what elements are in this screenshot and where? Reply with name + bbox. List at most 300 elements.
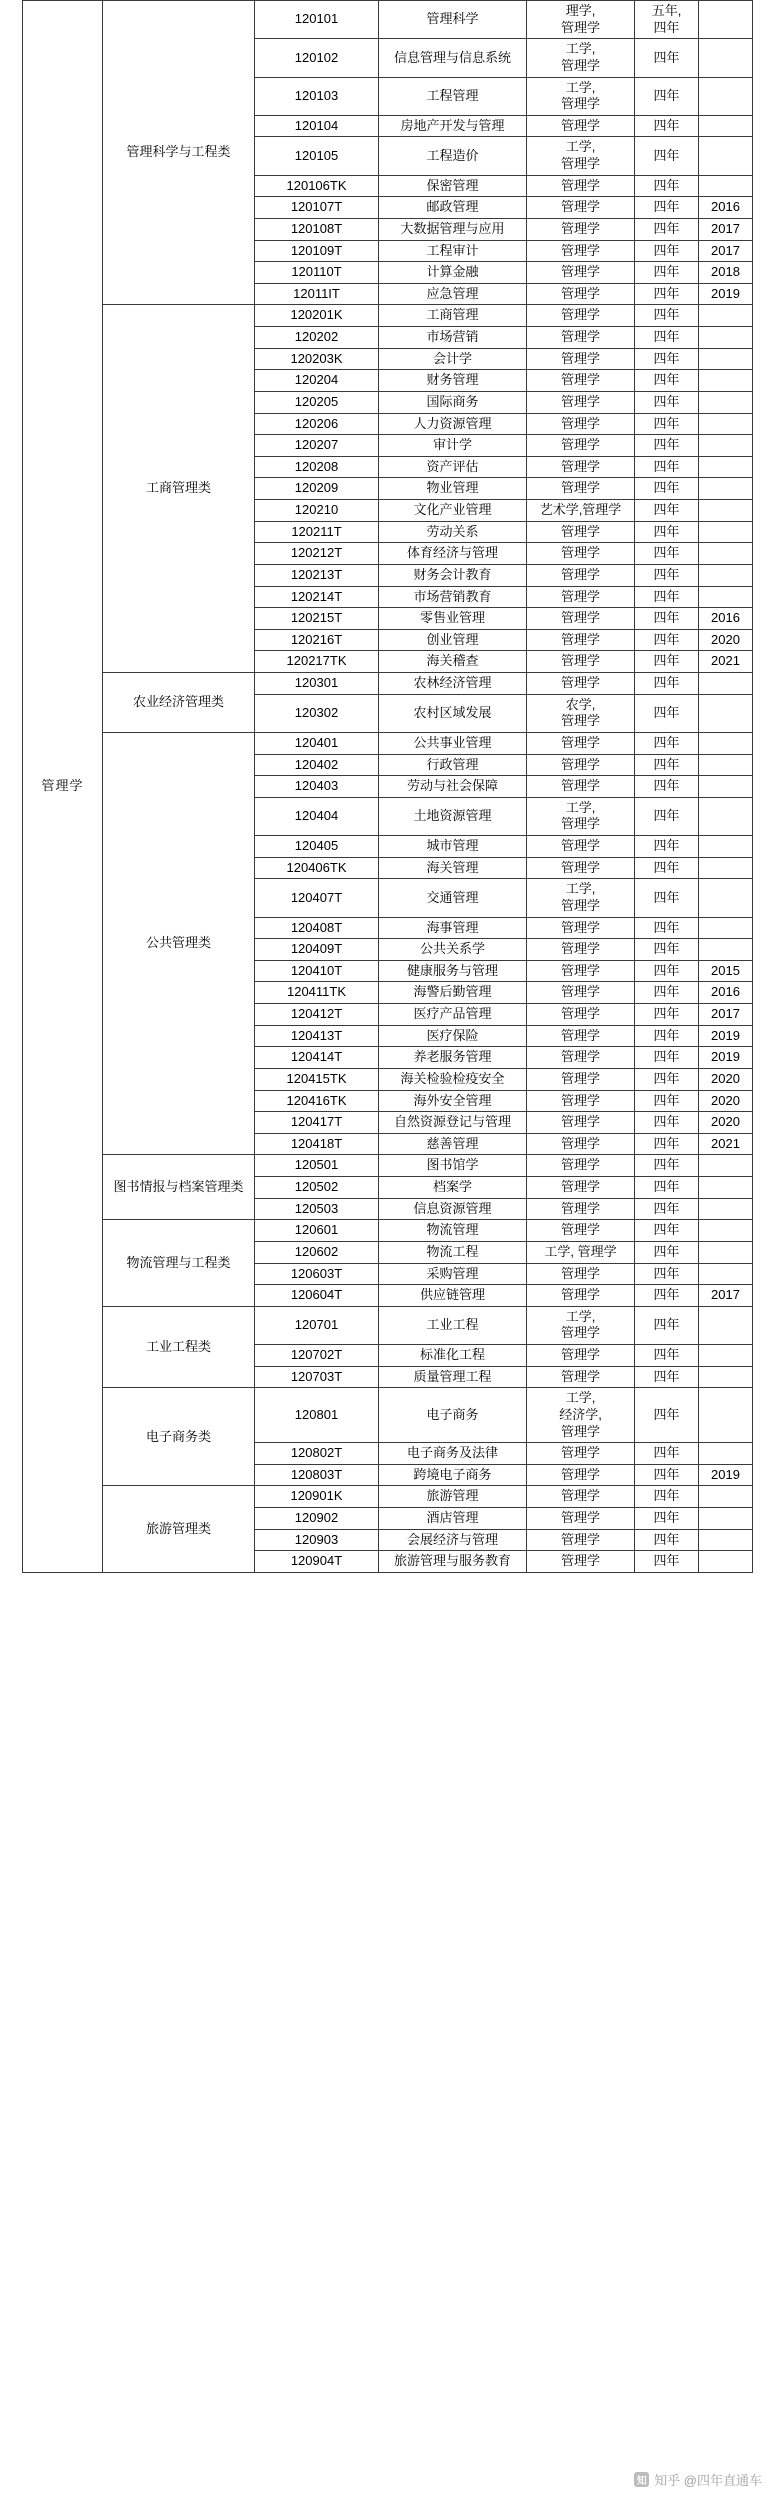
major-name-cell: 交通管理: [379, 879, 527, 917]
major-code-cell: 120202: [255, 327, 379, 349]
added-year-cell: [699, 435, 753, 457]
added-year-cell: 2019: [699, 1047, 753, 1069]
major-code-cell: 120701: [255, 1306, 379, 1344]
major-code-cell: 120213T: [255, 564, 379, 586]
duration-cell: 四年: [635, 1508, 699, 1530]
major-code-cell: 120603T: [255, 1263, 379, 1285]
table-row: [23, 1, 753, 39]
major-code-cell: 120109T: [255, 240, 379, 262]
duration-cell: 四年: [635, 1198, 699, 1220]
degree-cell: 管理学: [527, 651, 635, 673]
degree-cell: 管理学: [527, 1285, 635, 1307]
degree-cell: 管理学: [527, 608, 635, 630]
added-year-cell: [699, 115, 753, 137]
degree-cell: 管理学: [527, 1345, 635, 1367]
added-year-cell: 2017: [699, 218, 753, 240]
duration-cell: 四年: [635, 960, 699, 982]
added-year-cell: [699, 1177, 753, 1199]
duration-cell: 四年: [635, 917, 699, 939]
duration-cell: 四年: [635, 694, 699, 732]
degree-cell: 管理学: [527, 1529, 635, 1551]
added-year-cell: [699, 521, 753, 543]
table-body: [23, 1, 753, 1573]
added-year-cell: [699, 1443, 753, 1465]
added-year-cell: 2015: [699, 960, 753, 982]
major-name-cell: 零售业管理: [379, 608, 527, 630]
degree-cell: 管理学: [527, 435, 635, 457]
watermark: [634, 2470, 762, 2489]
degree-cell: 管理学: [527, 1025, 635, 1047]
duration-cell: 四年: [635, 1133, 699, 1155]
major-code-cell: 120214T: [255, 586, 379, 608]
added-year-cell: [699, 1345, 753, 1367]
degree-cell: 管理学: [527, 262, 635, 284]
duration-cell: 四年: [635, 939, 699, 961]
duration-cell: 四年: [635, 500, 699, 522]
added-year-cell: 2016: [699, 982, 753, 1004]
major-code-cell: 120404: [255, 797, 379, 835]
major-code-cell: 120401: [255, 732, 379, 754]
duration-cell: 四年: [635, 1263, 699, 1285]
major-code-cell: 120416TK: [255, 1090, 379, 1112]
added-year-cell: [699, 754, 753, 776]
added-year-cell: [699, 1306, 753, 1344]
major-name-cell: 海关管理: [379, 857, 527, 879]
added-year-cell: 2020: [699, 1112, 753, 1134]
degree-cell: 理学, 管理学: [527, 1, 635, 39]
major-code-cell: 120204: [255, 370, 379, 392]
table-row: [23, 1388, 753, 1443]
degree-cell: 管理学: [527, 1551, 635, 1573]
major-code-cell: 120904T: [255, 1551, 379, 1573]
major-name-cell: 质量管理工程: [379, 1366, 527, 1388]
duration-cell: 四年: [635, 1366, 699, 1388]
duration-cell: 四年: [635, 1285, 699, 1307]
duration-cell: 四年: [635, 218, 699, 240]
added-year-cell: [699, 1508, 753, 1530]
degree-cell: 工学, 管理学: [527, 879, 635, 917]
major-code-cell: 120415TK: [255, 1068, 379, 1090]
major-name-cell: 计算金融: [379, 262, 527, 284]
major-code-cell: 120411TK: [255, 982, 379, 1004]
degree-cell: 管理学: [527, 391, 635, 413]
added-year-cell: [699, 564, 753, 586]
duration-cell: 四年: [635, 732, 699, 754]
added-year-cell: [699, 917, 753, 939]
added-year-cell: [699, 694, 753, 732]
duration-cell: 四年: [635, 1220, 699, 1242]
degree-cell: 管理学: [527, 327, 635, 349]
added-year-cell: 2020: [699, 1090, 753, 1112]
duration-cell: 四年: [635, 305, 699, 327]
duration-cell: 四年: [635, 240, 699, 262]
major-code-cell: 120412T: [255, 1004, 379, 1026]
added-year-cell: 2017: [699, 1004, 753, 1026]
added-year-cell: [699, 732, 753, 754]
major-name-cell: 劳动与社会保障: [379, 776, 527, 798]
major-code-cell: 120703T: [255, 1366, 379, 1388]
added-year-cell: 2017: [699, 1285, 753, 1307]
duration-cell: 四年: [635, 370, 699, 392]
category-cell: 工业工程类: [103, 1306, 255, 1388]
major-code-cell: 120110T: [255, 262, 379, 284]
major-name-cell: 海事管理: [379, 917, 527, 939]
added-year-cell: 2019: [699, 1464, 753, 1486]
major-name-cell: 养老服务管理: [379, 1047, 527, 1069]
duration-cell: 四年: [635, 608, 699, 630]
duration-cell: 四年: [635, 797, 699, 835]
major-name-cell: 农林经济管理: [379, 673, 527, 695]
major-name-cell: 国际商务: [379, 391, 527, 413]
added-year-cell: [699, 879, 753, 917]
major-name-cell: 电子商务及法律: [379, 1443, 527, 1465]
duration-cell: 四年: [635, 435, 699, 457]
major-name-cell: 医疗保险: [379, 1025, 527, 1047]
major-code-cell: 120802T: [255, 1443, 379, 1465]
added-year-cell: [699, 305, 753, 327]
table-row: [23, 1155, 753, 1177]
major-name-cell: 财务管理: [379, 370, 527, 392]
major-code-cell: 120502: [255, 1177, 379, 1199]
major-code-cell: 120417T: [255, 1112, 379, 1134]
duration-cell: 四年: [635, 1112, 699, 1134]
added-year-cell: [699, 1263, 753, 1285]
major-code-cell: 120902: [255, 1508, 379, 1530]
duration-cell: 四年: [635, 137, 699, 175]
major-name-cell: 应急管理: [379, 283, 527, 305]
duration-cell: 四年: [635, 348, 699, 370]
duration-cell: 四年: [635, 521, 699, 543]
degree-cell: 管理学: [527, 1443, 635, 1465]
major-code-cell: 12011IT: [255, 283, 379, 305]
major-name-cell: 创业管理: [379, 629, 527, 651]
degree-cell: 管理学: [527, 1220, 635, 1242]
table-row: [23, 1220, 753, 1242]
duration-cell: 四年: [635, 564, 699, 586]
duration-cell: 四年: [635, 543, 699, 565]
major-code-cell: 120801: [255, 1388, 379, 1443]
duration-cell: 四年: [635, 1241, 699, 1263]
major-code-cell: 120206: [255, 413, 379, 435]
major-code-cell: 120409T: [255, 939, 379, 961]
added-year-cell: 2016: [699, 197, 753, 219]
duration-cell: 四年: [635, 283, 699, 305]
added-year-cell: [699, 327, 753, 349]
major-code-cell: 120903: [255, 1529, 379, 1551]
degree-cell: 管理学: [527, 521, 635, 543]
duration-cell: 四年: [635, 754, 699, 776]
major-code-cell: 120207: [255, 435, 379, 457]
degree-cell: 管理学: [527, 478, 635, 500]
major-code-cell: 120201K: [255, 305, 379, 327]
duration-cell: 四年: [635, 629, 699, 651]
added-year-cell: 2016: [699, 608, 753, 630]
duration-cell: 四年: [635, 456, 699, 478]
major-code-cell: 120403: [255, 776, 379, 798]
degree-cell: 管理学: [527, 543, 635, 565]
major-name-cell: 信息管理与信息系统: [379, 39, 527, 77]
duration-cell: 四年: [635, 1025, 699, 1047]
major-catalog-table: [22, 0, 753, 1573]
category-cell: 物流管理与工程类: [103, 1220, 255, 1307]
major-name-cell: 慈善管理: [379, 1133, 527, 1155]
major-code-cell: 120413T: [255, 1025, 379, 1047]
major-name-cell: 医疗产品管理: [379, 1004, 527, 1026]
degree-cell: 管理学: [527, 1263, 635, 1285]
major-code-cell: 120105: [255, 137, 379, 175]
duration-cell: 四年: [635, 673, 699, 695]
degree-cell: 管理学: [527, 1508, 635, 1530]
duration-cell: 四年: [635, 39, 699, 77]
degree-cell: 管理学: [527, 197, 635, 219]
major-name-cell: 土地资源管理: [379, 797, 527, 835]
major-code-cell: 120601: [255, 1220, 379, 1242]
duration-cell: 四年: [635, 1155, 699, 1177]
major-name-cell: 公共关系学: [379, 939, 527, 961]
added-year-cell: 2021: [699, 651, 753, 673]
major-name-cell: 物业管理: [379, 478, 527, 500]
degree-cell: 管理学: [527, 348, 635, 370]
category-cell: 公共管理类: [103, 732, 255, 1155]
degree-cell: 管理学: [527, 982, 635, 1004]
major-name-cell: 自然资源登记与管理: [379, 1112, 527, 1134]
degree-cell: 管理学: [527, 754, 635, 776]
major-name-cell: 档案学: [379, 1177, 527, 1199]
added-year-cell: 2019: [699, 1025, 753, 1047]
degree-cell: 管理学: [527, 1486, 635, 1508]
major-name-cell: 会展经济与管理: [379, 1529, 527, 1551]
major-code-cell: 120106TK: [255, 175, 379, 197]
duration-cell: 四年: [635, 586, 699, 608]
added-year-cell: 2018: [699, 262, 753, 284]
major-name-cell: 海外安全管理: [379, 1090, 527, 1112]
degree-cell: 管理学: [527, 776, 635, 798]
degree-cell: 管理学: [527, 1155, 635, 1177]
major-name-cell: 工程造价: [379, 137, 527, 175]
added-year-cell: [699, 1486, 753, 1508]
duration-cell: 四年: [635, 77, 699, 115]
major-name-cell: 旅游管理: [379, 1486, 527, 1508]
added-year-cell: [699, 175, 753, 197]
degree-cell: 工学, 管理学: [527, 77, 635, 115]
duration-cell: 四年: [635, 1306, 699, 1344]
category-cell: 电子商务类: [103, 1388, 255, 1486]
table-row: [23, 1306, 753, 1344]
major-name-cell: 跨境电子商务: [379, 1464, 527, 1486]
added-year-cell: [699, 413, 753, 435]
degree-cell: 工学, 管理学: [527, 1241, 635, 1263]
degree-cell: 管理学: [527, 857, 635, 879]
added-year-cell: [699, 370, 753, 392]
discipline-cell: 管理学: [23, 1, 103, 1573]
major-name-cell: 劳动关系: [379, 521, 527, 543]
added-year-cell: [699, 1241, 753, 1263]
degree-cell: 管理学: [527, 456, 635, 478]
major-name-cell: 旅游管理与服务教育: [379, 1551, 527, 1573]
duration-cell: 四年: [635, 413, 699, 435]
major-name-cell: 海警后勤管理: [379, 982, 527, 1004]
degree-cell: 管理学: [527, 413, 635, 435]
duration-cell: 四年: [635, 1529, 699, 1551]
major-name-cell: 物流工程: [379, 1241, 527, 1263]
major-name-cell: 标准化工程: [379, 1345, 527, 1367]
degree-cell: 管理学: [527, 283, 635, 305]
degree-cell: 管理学: [527, 1177, 635, 1199]
added-year-cell: [699, 1155, 753, 1177]
table-row: [23, 1486, 753, 1508]
degree-cell: 工学, 经济学, 管理学: [527, 1388, 635, 1443]
major-code-cell: 120405: [255, 836, 379, 858]
major-name-cell: 工程审计: [379, 240, 527, 262]
duration-cell: 四年: [635, 1177, 699, 1199]
duration-cell: 四年: [635, 327, 699, 349]
major-code-cell: 120211T: [255, 521, 379, 543]
major-name-cell: 市场营销教育: [379, 586, 527, 608]
degree-cell: 管理学: [527, 1366, 635, 1388]
major-code-cell: 120210: [255, 500, 379, 522]
major-name-cell: 农村区域发展: [379, 694, 527, 732]
degree-cell: 管理学: [527, 305, 635, 327]
major-code-cell: 120414T: [255, 1047, 379, 1069]
degree-cell: 工学, 管理学: [527, 39, 635, 77]
degree-cell: 工学, 管理学: [527, 137, 635, 175]
major-code-cell: 120208: [255, 456, 379, 478]
added-year-cell: [699, 1366, 753, 1388]
major-code-cell: 120215T: [255, 608, 379, 630]
major-name-cell: 行政管理: [379, 754, 527, 776]
major-name-cell: 大数据管理与应用: [379, 218, 527, 240]
major-name-cell: 信息资源管理: [379, 1198, 527, 1220]
category-cell: 图书情报与档案管理类: [103, 1155, 255, 1220]
duration-cell: 四年: [635, 262, 699, 284]
major-code-cell: 120104: [255, 115, 379, 137]
major-name-cell: 健康服务与管理: [379, 960, 527, 982]
major-code-cell: 120803T: [255, 1464, 379, 1486]
major-name-cell: 电子商务: [379, 1388, 527, 1443]
major-code-cell: 120501: [255, 1155, 379, 1177]
duration-cell: 四年: [635, 1486, 699, 1508]
major-code-cell: 120212T: [255, 543, 379, 565]
added-year-cell: 2017: [699, 240, 753, 262]
degree-cell: 工学, 管理学: [527, 1306, 635, 1344]
degree-cell: 管理学: [527, 218, 635, 240]
degree-cell: 艺术学,管理学: [527, 500, 635, 522]
major-name-cell: 图书馆学: [379, 1155, 527, 1177]
degree-cell: 管理学: [527, 240, 635, 262]
added-year-cell: [699, 543, 753, 565]
degree-cell: 管理学: [527, 1004, 635, 1026]
table-row: [23, 673, 753, 695]
major-name-cell: 工商管理: [379, 305, 527, 327]
added-year-cell: [699, 478, 753, 500]
major-name-cell: 房地产开发与管理: [379, 115, 527, 137]
major-code-cell: 120102: [255, 39, 379, 77]
degree-cell: 管理学: [527, 1047, 635, 1069]
degree-cell: 管理学: [527, 564, 635, 586]
major-name-cell: 城市管理: [379, 836, 527, 858]
degree-cell: 管理学: [527, 1133, 635, 1155]
major-code-cell: 120418T: [255, 1133, 379, 1155]
degree-cell: 管理学: [527, 1090, 635, 1112]
added-year-cell: [699, 500, 753, 522]
duration-cell: 四年: [635, 391, 699, 413]
duration-cell: 四年: [635, 651, 699, 673]
major-name-cell: 人力资源管理: [379, 413, 527, 435]
major-name-cell: 海关检验检疫安全: [379, 1068, 527, 1090]
added-year-cell: [699, 1388, 753, 1443]
added-year-cell: [699, 586, 753, 608]
added-year-cell: [699, 456, 753, 478]
major-code-cell: 120203K: [255, 348, 379, 370]
major-code-cell: 120702T: [255, 1345, 379, 1367]
degree-cell: 管理学: [527, 917, 635, 939]
category-cell: 农业经济管理类: [103, 673, 255, 733]
major-code-cell: 120604T: [255, 1285, 379, 1307]
major-name-cell: 文化产业管理: [379, 500, 527, 522]
duration-cell: 四年: [635, 197, 699, 219]
category-cell: 旅游管理类: [103, 1486, 255, 1573]
table-row: [23, 305, 753, 327]
added-year-cell: [699, 77, 753, 115]
duration-cell: 四年: [635, 1004, 699, 1026]
degree-cell: 管理学: [527, 1112, 635, 1134]
added-year-cell: [699, 348, 753, 370]
duration-cell: 四年: [635, 982, 699, 1004]
duration-cell: 四年: [635, 1345, 699, 1367]
added-year-cell: 2020: [699, 629, 753, 651]
major-code-cell: 120205: [255, 391, 379, 413]
duration-cell: 四年: [635, 1551, 699, 1573]
added-year-cell: 2021: [699, 1133, 753, 1155]
added-year-cell: [699, 1, 753, 39]
degree-cell: 管理学: [527, 960, 635, 982]
major-name-cell: 保密管理: [379, 175, 527, 197]
major-name-cell: 物流管理: [379, 1220, 527, 1242]
major-code-cell: 120602: [255, 1241, 379, 1263]
added-year-cell: [699, 137, 753, 175]
degree-cell: 管理学: [527, 370, 635, 392]
major-name-cell: 邮政管理: [379, 197, 527, 219]
added-year-cell: [699, 673, 753, 695]
major-code-cell: 120217TK: [255, 651, 379, 673]
major-name-cell: 市场营销: [379, 327, 527, 349]
degree-cell: 管理学: [527, 115, 635, 137]
major-name-cell: 管理科学: [379, 1, 527, 39]
added-year-cell: 2019: [699, 283, 753, 305]
major-code-cell: 120407T: [255, 879, 379, 917]
added-year-cell: [699, 776, 753, 798]
duration-cell: 四年: [635, 175, 699, 197]
duration-cell: 四年: [635, 115, 699, 137]
major-name-cell: 体育经济与管理: [379, 543, 527, 565]
major-name-cell: 财务会计教育: [379, 564, 527, 586]
watermark-text: 知乎 @四年直通车: [654, 2473, 762, 2488]
degree-cell: 管理学: [527, 939, 635, 961]
major-code-cell: 120103: [255, 77, 379, 115]
degree-cell: 农学, 管理学: [527, 694, 635, 732]
major-name-cell: 采购管理: [379, 1263, 527, 1285]
major-code-cell: 120402: [255, 754, 379, 776]
major-code-cell: 120209: [255, 478, 379, 500]
added-year-cell: [699, 939, 753, 961]
added-year-cell: [699, 836, 753, 858]
major-code-cell: 120406TK: [255, 857, 379, 879]
added-year-cell: [699, 391, 753, 413]
table-row: [23, 732, 753, 754]
major-name-cell: 工业工程: [379, 1306, 527, 1344]
major-name-cell: 工程管理: [379, 77, 527, 115]
major-code-cell: 120408T: [255, 917, 379, 939]
